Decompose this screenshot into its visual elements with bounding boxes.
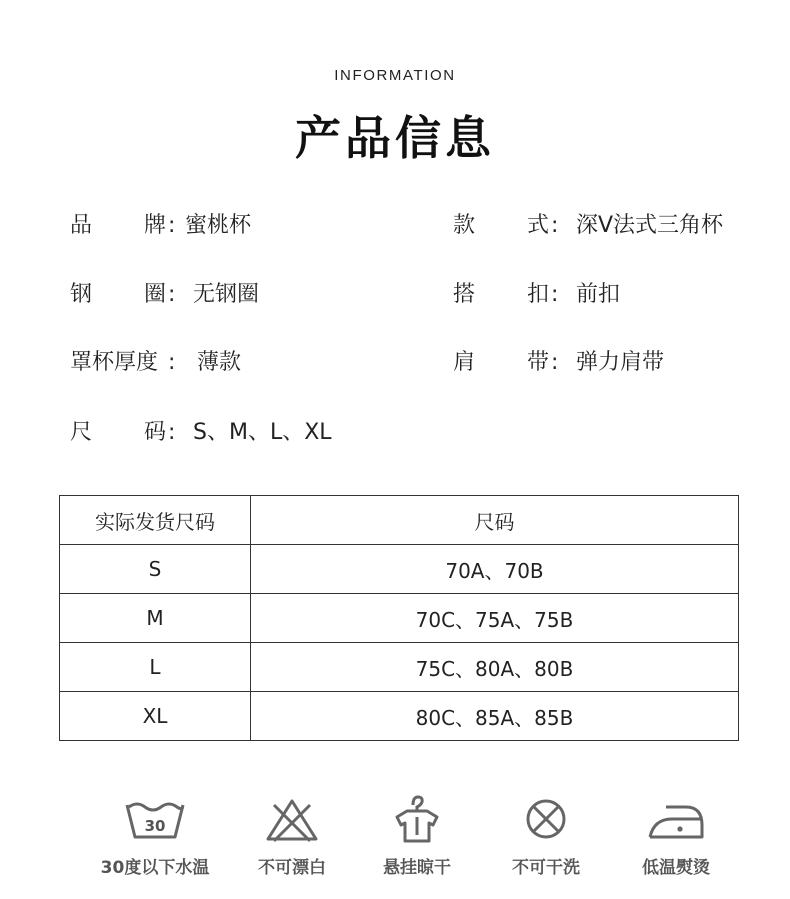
info-clasp-key-2: 扣 — [527, 282, 550, 307]
care-label-no-dry-clean: 不可干洗 — [512, 858, 580, 878]
table-cell-actual: S — [60, 545, 251, 594]
info-style-colon: : — [551, 213, 559, 238]
table-cell-size: 75C、80A、80B — [251, 643, 739, 692]
wash-30-icon — [123, 795, 187, 843]
info-wire-colon: : — [168, 282, 176, 307]
info-strap-key-1: 肩 — [453, 350, 476, 375]
info-wire-key-2: 圈 — [144, 282, 167, 307]
table-cell-actual: L — [60, 643, 251, 692]
size-table-header-row — [60, 496, 739, 545]
info-size-colon: : — [168, 420, 176, 445]
size-table-header-actual: 实际发货尺码 — [60, 496, 251, 545]
table-row — [60, 594, 739, 643]
care-label-hang-dry: 悬挂晾干 — [383, 858, 451, 878]
info-size-key-2: 码 — [144, 420, 167, 445]
info-brand-key-1: 品 — [70, 213, 93, 238]
size-table — [59, 495, 739, 741]
info-clasp-colon: : — [551, 282, 559, 307]
info-size-value: S、M、L、XL — [193, 420, 332, 445]
care-item-wash — [85, 795, 225, 878]
care-item-no-dry-clean — [476, 795, 616, 878]
section-eyebrow: INFORMATION — [334, 67, 456, 84]
care-item-no-bleach — [222, 795, 362, 878]
info-strap-colon: : — [551, 350, 559, 375]
table-cell-actual: M — [60, 594, 251, 643]
info-brand-value: 蜜桃杯 — [185, 213, 252, 238]
info-brand-colon: : — [168, 213, 176, 238]
care-label-wash: 30度以下水温 — [100, 858, 210, 878]
table-cell-size: 70C、75A、75B — [251, 594, 739, 643]
info-strap-value: 弹力肩带 — [576, 350, 665, 375]
info-wire-value: 无钢圈 — [193, 282, 260, 307]
care-label-no-bleach: 不可漂白 — [258, 858, 326, 878]
info-size-key-1: 尺 — [70, 420, 93, 445]
table-row — [60, 545, 739, 594]
size-table-header-size: 尺码 — [251, 496, 739, 545]
info-strap-key-2: 带 — [527, 350, 550, 375]
info-brand-key-2: 牌 — [144, 213, 167, 238]
info-thickness-value: 薄款 — [197, 350, 242, 375]
info-thickness-key: 罩杯厚度 — [70, 350, 159, 375]
info-wire-key-1: 钢 — [70, 282, 93, 307]
info-clasp-value: 前扣 — [576, 282, 621, 307]
wash-temperature-text: 30 — [144, 817, 166, 835]
info-style-key-1: 款 — [453, 213, 476, 238]
no-dry-clean-icon — [514, 795, 578, 843]
care-item-low-iron — [606, 795, 746, 878]
no-bleach-icon — [260, 795, 324, 843]
table-row — [60, 643, 739, 692]
info-thickness-colon: : — [168, 350, 176, 375]
info-clasp-key-1: 搭 — [453, 282, 476, 307]
table-row — [60, 692, 739, 741]
table-cell-size: 80C、85A、85B — [251, 692, 739, 741]
care-label-low-iron: 低温熨烫 — [642, 858, 710, 878]
info-style-value: 深V法式三角杯 — [576, 213, 724, 238]
table-cell-size: 70A、70B — [251, 545, 739, 594]
info-style-key-2: 式 — [527, 213, 550, 238]
table-cell-actual: XL — [60, 692, 251, 741]
low-iron-icon — [644, 795, 708, 843]
hang-dry-icon — [385, 795, 449, 843]
page-title: 产品信息 — [295, 111, 495, 165]
care-item-hang-dry — [347, 795, 487, 878]
